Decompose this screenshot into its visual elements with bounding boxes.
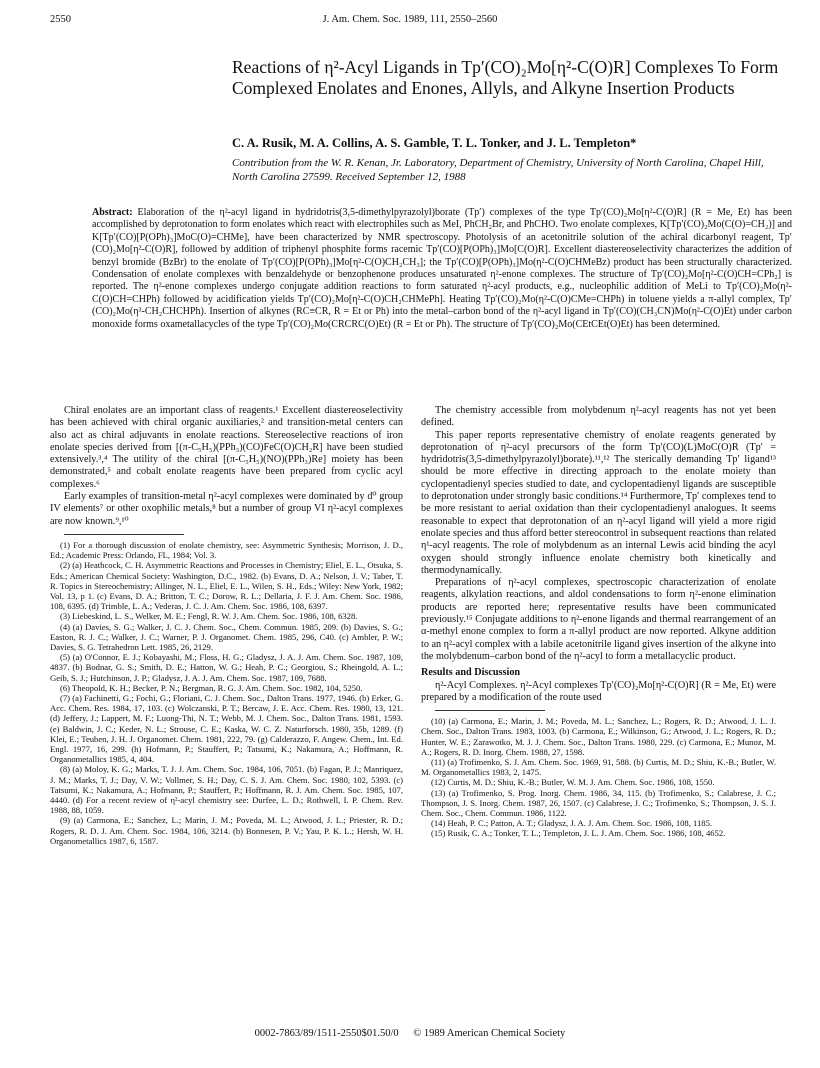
footnote-divider [435,710,545,711]
body-paragraph: This paper reports representative chemistry of enolate reagents generated by deprotonation of η²-acyl precursors of the form Tp′(CO)(L)MoC(O)R (Tp′ = hydridotris(3,5-dimethylpyrazolyl)borate).¹¹,¹² The sterically demanding Tp′ ligand¹³ should be more effective in directing approach to the enolate moiety than cyclopentadienyl species studied to date, and cyclopentadienyl ligands are susceptible to deprotonation under strongly basic conditions.¹⁴ Furthermore, Tp′ complexes tend to be more resistant to aerial oxidation than their cyclopentadienyl analogues. It seems reasonable to expect that deprotonation of an η²-acyl ligand will yield a more rigid enolate species and thus afford better stereocontrol in subsequent reactions than related η¹-acyl reagents. The role of molybdenum as an internal Lewis acid binding the acyl oxygen should strongly influence enolate chemistry both kinetically and thermodynamically. [421,429,776,576]
footnote: (6) Theopold, K. H.; Becker, P. N.; Bergman, R. G. J. Am. Chem. Soc. 1982, 104, 5250. [60,682,363,693]
abstract-label: Abstract: [92,207,133,218]
footnote: (3) Liebeskind, L. S., Welker, M. E.; Fengl, R. W. J. Am. Chem. Soc. 1986, 108, 6328. [60,611,358,622]
footnote: (14) Heah, P. C.; Patton, A. T.; Gladysz, J. A. J. Am. Chem. Soc. 1986, 108, 1185. [431,818,713,829]
running-header [50,14,770,28]
body-paragraph: The chemistry accessible from molybdenum η²-acyl reagents has not yet been defined. [421,405,776,429]
footnote: (13) (a) Trofimenko, S. Prog. Inorg. Chem. 1986, 34, 115. (b) Trofimenko, S.; Calabrese, J. C.; Thompson, J. S. Inorg. Chem. 1987, 26, 1507. (c) Calabrese, J. C.; Trofimenko, S.; Thompson, J. S. J. Chem. Soc., Chem. Commun. 1986, 1122. [421,787,776,818]
section-paragraph: η²-Acyl Complexes. η²-Acyl complexes Tp′(CO)₂Mo[η²-C(O)R] (R = Me, Et) were prepared by a modification of the route used [421,679,776,703]
body-paragraph: Chiral enolates are an important class of reagents.¹ Excellent diastereoselectivity has been achieved with chiral organic auxiliaries,² and transition-metal centers can also act as chiral adjuvants in enolate reactions. Stereoselective reactions of iron enolate species derived from [(π-C₅H₅)(PPh₃)(CO)FeC(O)CH₂R] have been studied extensively.³,⁴ The utility of the chiral [(π-C₅H₅)(NO)(PPh₃)Re] moiety has been demonstrated,⁵ and cobalt enolate reagents have been prepared from cyclic acyl complexes.⁶ [50,405,403,490]
section-heading: Results and Discussion [421,667,521,679]
footnote: (8) (a) Moloy, K. G.; Marks, T. J. J. Am. Chem. Soc. 1984, 106, 7051. (b) Fagan, P. J.; Manriquez, J. M.; Marks, T. J.; Day, V. W.; Vollmer, S. H.; Day, C. S. J. Am. Chem. Soc. 1980, 102, 5393. (c) Tatsumi, K.; Nakamura, A.; Hofmann, P.; Stauffert, P.; Hoffmann, R. J. Am. Chem. Soc. 1985, 107, 4440. (d) For a recent review of η²-acyl chemistry see: Durfee, L. D.; Rothwell, I. P. Chem. Rev. 1988, 88, 1059. [50,764,403,816]
page-number: 2550 [50,14,71,25]
footnote: (1) For a thorough discussion of enolate chemistry, see: Asymmetric Synthesis; Morrison, J. D., Ed.; Academic Press: Orlando, FL, 1984; Vol. 3. [50,539,403,561]
right-column [421,405,776,839]
left-column [50,405,403,846]
article-code: 0002-7863/89/1511-2550$01.50/0 [254,1028,399,1039]
abstract [92,207,792,331]
footnote: (5) (a) O'Connor, E. J.; Kobayashi, M.; Floss, H. G.; Gladysz, J. A. J. Am. Chem. Soc. 1987, 109, 4837. (b) Bodnar, G. S.; Smith, D. E.; Hatton, W. G.; Heah, P. C.; Georgiou, S.; Rheingold, A. L.; Geib, S. J.; Hutchinson, J. P.; Gladysz, J. A. J. Am. Chem. Soc. 1987, 109, 7688. [50,652,403,683]
footnote: (15) Rusik, C. A.; Tonker, T. L.; Templeton, J. L. J. Am. Chem. Soc. 1986, 108, 4652. [431,828,726,839]
footnotes-left [50,540,403,846]
footnotes-right [421,716,776,838]
abstract-text: Elaboration of the η²-acyl ligand in hydridotris(3,5-dimethylpyrazolyl)borate (Tp′) complexes of the type Tp′(CO)₂Mo[η²-C(O)R] (R = Me, Et) has been accomplished by deprotonation to form enolates which react with electrophiles such as MeI, PhCH₂Br, and PhCHO. Two enolate complexes, K[Tp′(CO)₂Mo(C(O)=CH₂)] and K[Tp′(CO)[P(OPh)₃]MoC(O)=CHMe], have been characterized by NMR spectroscopy. Photolysis of an acetonitrile solution of the achiral dicarbonyl reagent, Tp′(CO)₂Mo[η²-C(O)R], followed by addition of triphenyl phosphite forms racemic Tp′(CO)[P(OPh)₃]Mo[C(O)R]. Excellent diastereoselectivity characterizes the addition of benzyl bromide (BzBr) to the enolate of Tp′(CO)[P(OPh)₃]Mo[η²-C(O)CH₂CH₃]; the Tp′(CO)[P(OPh)₃]Mo(η²-C(O)CHMeBz) product has been structurally characterized. Condensation of enolate complexes with benzaldehyde or benzophenone produces unsaturated η²-enone complexes. The structure of Tp′(CO)₂Mo[η²-C(O)CH=CPh₂] is reported. The η²-enone complexes undergo conjugate addition reactions to form saturated η²-acyl products, e.g., nucleophilic addition of MeLi to Tp′(CO)₂Mo(η²-C(O)CH=CHPh) followed by acidification yields Tp′(CO)₂Mo[η²-C(O)CH₂CHMePh]. Heating Tp′(CO)₂Mo(η²-C(O)CMe=CHPh) in toluene yields a π-allyl complex, Tp′(CO)₂Mo(η³-CH₂CHCHPh). Insertion of alkynes (RC≡CR, R = Et or Ph) into the metal–carbon bond of the η²-acyl ligand in Tp′(CO)(CH₃CN)Mo(η²-C(O)Et) under carbon monoxide forms oxametallacycles of the type Tp′(CO)₂Mo(CRCRC(O)Et) (R = Et or Ph). The structure of Tp′(CO)₂Mo(CEtCEt(O)Et) has been determined. [92,207,792,330]
footnote: (7) (a) Fachinetti, G.; Fochi, G.; Floriani, C. J. Chem. Soc., Dalton Trans. 1977, 1946. (b) Erker, G. Acc. Chem. Res. 1984, 17, 103. (c) Wolczanski, P. T.; Bercaw, J. E. Acc. Chem. Res. 1980, 13, 121. (d) Jeffery, J.; Lappert, M. F.; Luong-Thi, N. T.; Webb, M. J. Chem. Soc., Dalton Trans. 1981, 1593. (e) Baldwin, J. C.; Keder, N. L.; Strouse, C. E.; Kaska, W. C. Z. Naturforsch. 1980, 35b, 1289. (f) Klei, E.; Teuben, J. H. J. Organomet. Chem. 1981, 222, 79. (g) Calderazzo, F. Angew. Chem., Int. Ed. Engl. 1977, 16, 299. (h) Hofmann, P.; Stauffert, P.; Tatsumi, K.; Nakamura, A.; Hoffmann, R. Organometallics 1985, 4, 404. [50,693,403,765]
footnote-divider [64,534,184,535]
body-paragraph: Preparations of η²-acyl complexes, spectroscopic characterization of enolate reagents, alkylation reactions, and aldol condensations to form η²-enone elimination products are reported here; representative results have been communicated previously.¹⁵ Conjugate additions to η²-enone ligands and thermal rearrangement of an α-methyl enone complex to form a π-allyl product are now reported. Alkyne addition to an η²-acyl complex with a labile acetonitrile ligand gives insertion of the alkyne into the molybdenum–carbon bond of the η²-acyl to form a metallacyclic product. [421,577,776,662]
footnote: (10) (a) Carmona, E.; Marin, J. M.; Poveda, M. L.; Sanchez, L.; Rogers, R. D.; Atwood, J. L. J. Chem. Soc., Dalton Trans. 1983, 1003. (b) Carmona, E.; Wilkinson, G.; Atwood, J. L.; Rogers, R. D.; Hunter, W. E.; Zarawotko, M. J. J. Chem. Soc., Dalton Trans. 1980, 229. (c) Carmona, E.; Munoz, M. A.; Rogers, R. D. Inorg. Chem. 1988, 27, 1598. [421,716,776,757]
affiliation: Contribution from the W. R. Kenan, Jr. Laboratory, Department of Chemistry, University of North Carolina, Chapel Hill, North Carolina 27599. Received September 12, 1988 [232,157,764,183]
footnote: (9) (a) Carmona, E.; Sanchez, L.; Marin, J. M.; Poveda, M. L.; Atwood, J. L.; Priester, R. D.; Rogers, R. D. J. Am. Chem. Soc. 1984, 106, 3214. (b) Bonnesen, P. V.; Yau, P. K. L.; Hersh, W. H. Organometallics 1987, 6, 1587. [50,815,403,846]
footnote: (11) (a) Trofimenko, S. J. Am. Chem. Soc. 1969, 91, 588. (b) Curtis, M. D.; Shiu, K.-B.; Butler, W. M. Organometallics 1983, 2, 1475. [421,756,776,778]
journal-citation: J. Am. Chem. Soc. 1989, 111, 2550–2560 [322,14,498,25]
author-list: C. A. Rusik, M. A. Collins, A. S. Gamble, T. L. Tonker, and J. L. Templeton* [232,136,637,150]
footnote: (12) Curtis, M. D.; Shiu, K.-B.; Butler, W. M. J. Am. Chem. Soc. 1986, 108, 1550. [431,777,715,788]
page-footer [0,1028,820,1039]
body-paragraph: Early examples of transition-metal η²-acyl complexes were dominated by d⁰ group IV elements⁷ or other oxophilic metals,⁸ but a number of group VI η²-acyl complexes are now known.⁹,¹⁰ [50,491,403,527]
article-title: Reactions of η²-Acyl Ligands in Tp′(CO)₂Mo[η²-C(O)R] Complexes To Form Complexed Enolates and Enones, Allyls, and Alkyne Insertion Products [232,57,779,98]
footnote: (4) (a) Davies, S. G.; Walker, J. C. J. Chem. Soc., Chem. Commun. 1985, 209. (b) Davies, S. G.; Easton, R. J. C.; Walker, J. C.; Warner, P. J. Organomet. Chem. 1985, 296, C40. (c) Ambler, P. W.; Davies, S. G. Tetrahedron Lett. 1985, 26, 2129. [50,621,403,652]
copyright: © 1989 American Chemical Society [413,1028,566,1039]
footnote: (2) (a) Heathcock, C. H. Asymmetric Reactions and Processes in Chemistry; Eliel, E. L., Otsuka, S. Eds.; American Chemical Society: Washington, D.C., 1982. (b) Evans, D. A.; Nelson, J. V.; Taber, T. R. Topics in Stereochemistry; Allinger, N. L., Eliel, E. L., Wilen, S. H., Eds.; Wiley: New York, 1982; Vol. 13, p 1. (c) Evans, D. A.; Britton, T. C.; Dorow, R. L.; Dellaria, J. F. J. Am. Chem. Soc. 1986, 108, 6395. (d) Trimble, L. A.; Vederas, J. C. J. Am. Chem. Soc. 1986, 108, 6397. [50,560,403,612]
